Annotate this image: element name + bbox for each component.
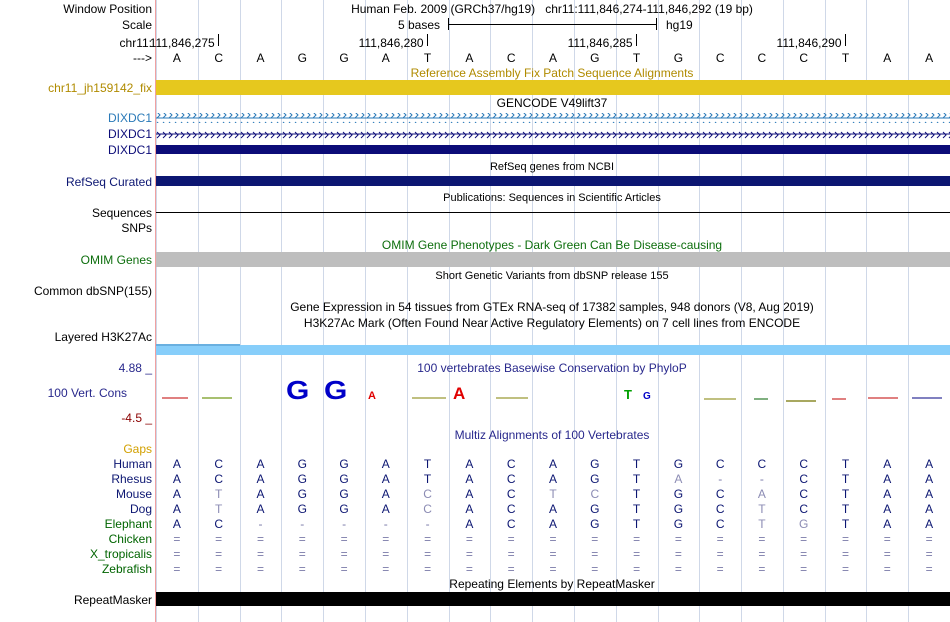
alignment-base: T <box>632 487 641 501</box>
alignment-base: A <box>883 487 892 501</box>
species-label[interactable]: Zebrafish <box>101 562 152 576</box>
alignment-base: = <box>256 532 265 546</box>
alignment-base: C <box>506 457 516 471</box>
alignment-base: - <box>759 472 764 486</box>
alignment-base: - <box>383 517 388 531</box>
gaps-label[interactable]: Gaps <box>123 442 152 456</box>
publications-label[interactable]: Sequences <box>91 206 152 220</box>
alignment-base: A <box>256 472 265 486</box>
alignment-base: = <box>674 547 682 561</box>
alignment-base: G <box>799 517 809 531</box>
fix-patch-bar[interactable] <box>156 80 950 95</box>
alignment-base: T <box>841 457 850 471</box>
scale-text: 5 bases <box>398 18 441 32</box>
assembly-name: Human Feb. 2009 (GRCh37/hg19) <box>351 2 536 16</box>
alignment-base: = <box>758 562 766 576</box>
alignment-base: = <box>424 532 432 546</box>
alignment-base: T <box>549 487 557 501</box>
reference-base: A <box>256 51 265 65</box>
alignment-base: G <box>339 472 349 486</box>
alignment-base: C <box>799 457 809 471</box>
alignment-base: A <box>256 457 265 471</box>
alignment-base: A <box>757 487 766 501</box>
alignment-base: C <box>715 487 725 501</box>
alignment-base: = <box>800 547 808 561</box>
alignment-base: C <box>715 502 725 516</box>
alignment-base: C <box>506 502 516 516</box>
alignment-base: A <box>883 457 892 471</box>
window-position-label: Window Position <box>63 2 152 16</box>
browser-image-panel[interactable] <box>149 0 950 622</box>
alignment-base: = <box>298 562 306 576</box>
position-range: chr11:111,846,274-111,846,292 (19 bp) <box>545 2 753 16</box>
alignment-base: G <box>297 472 307 486</box>
ruler-coordinate: 111,846,285 <box>567 36 633 50</box>
track-labels-panel <box>0 0 155 622</box>
db-text: hg19 <box>666 18 693 32</box>
refseq-exon-bar[interactable] <box>156 176 950 186</box>
alignment-base: T <box>632 502 641 516</box>
alignment-base: G <box>297 457 307 471</box>
species-label[interactable]: Dog <box>129 502 152 516</box>
alignment-base: C <box>799 502 809 516</box>
ruler-tick <box>427 34 428 46</box>
alignment-base: C <box>506 517 516 531</box>
alignment-base: = <box>716 532 724 546</box>
alignment-base: = <box>340 547 348 561</box>
alignment-base: = <box>173 532 181 546</box>
alignment-base: A <box>925 517 934 531</box>
alignment-base: C <box>506 472 516 486</box>
alignment-base: G <box>673 487 684 501</box>
alignment-base: A <box>548 502 558 516</box>
alignment-base: G <box>590 517 600 531</box>
reference-base: G <box>297 51 307 65</box>
alignment-base: = <box>256 562 265 576</box>
alignment-base: = <box>674 562 682 576</box>
gencode-title: GENCODE V49lift37 <box>496 96 608 110</box>
alignment-base: A <box>256 502 265 516</box>
alignment-base: = <box>173 547 181 561</box>
reference-base: G <box>673 51 684 65</box>
alignment-base: A <box>465 517 474 531</box>
alignment-base: C <box>423 502 432 516</box>
publications-title: Publications: Sequences in Scientific Articles <box>443 192 661 204</box>
alignment-base: C <box>506 487 516 501</box>
alignment-base: = <box>925 562 933 576</box>
scale-bar <box>448 24 656 25</box>
alignment-base: A <box>548 472 558 486</box>
phylop-logo-g3: G <box>643 391 651 402</box>
alignment-base: C <box>799 472 809 486</box>
alignment-base: A <box>883 472 892 486</box>
alignment-base: = <box>465 562 473 576</box>
alignment-base: G <box>673 457 684 471</box>
alignment-base: = <box>633 562 641 576</box>
phylop-max-label: 4.88 _ <box>118 361 152 375</box>
alignment-base: A <box>465 502 474 516</box>
alignment-base: T <box>632 457 641 471</box>
alignment-base: = <box>841 547 850 561</box>
gencode-label-1[interactable]: DIXDC1 <box>107 111 152 125</box>
multiz-title: Multiz Alignments of 100 Vertebrates <box>454 428 650 442</box>
alignment-base: = <box>340 532 348 546</box>
alignment-base: T <box>758 517 766 531</box>
alignment-base: = <box>507 532 515 546</box>
alignment-base: T <box>632 472 641 486</box>
species-label[interactable]: X_tropicalis <box>89 547 152 561</box>
alignment-base: G <box>339 487 349 501</box>
phylop-label[interactable]: 100 Vert. Cons <box>47 386 127 400</box>
alignment-base: T <box>632 517 641 531</box>
alignment-base: - <box>718 472 723 486</box>
alignment-base: C <box>214 517 224 531</box>
reference-base: C <box>715 51 725 65</box>
alignment-base: A <box>548 457 558 471</box>
alignment-base: = <box>382 532 390 546</box>
alignment-base: = <box>674 532 682 546</box>
alignment-base: A <box>381 502 390 516</box>
alignment-base: = <box>716 547 724 561</box>
h3k27ac-signal-peak <box>156 344 240 346</box>
reference-base: A <box>172 51 181 65</box>
alignment-base: A <box>381 457 390 471</box>
reference-base: T <box>423 51 432 65</box>
phylop-title: 100 vertebrates Basewise Conservation by PhyloP <box>417 361 687 375</box>
snps-label[interactable]: SNPs <box>121 221 152 235</box>
alignment-base: C <box>757 457 767 471</box>
alignment-base: = <box>382 547 390 561</box>
h3k27ac-title: H3K27Ac Mark (Often Found Near Active Regulatory Elements) on 7 cell lines from ENCODE <box>303 316 801 330</box>
alignment-base: = <box>549 547 557 561</box>
dbsnp-title: Short Genetic Variants from dbSNP release 155 <box>435 270 669 282</box>
alignment-base: = <box>465 547 473 561</box>
alignment-base: T <box>841 517 850 531</box>
alignment-base: G <box>590 502 600 516</box>
phylop-logo-a2: A <box>453 384 466 403</box>
species-label[interactable]: Human <box>113 457 152 471</box>
alignment-base: G <box>590 457 600 471</box>
repeatmasker-title: Repeating Elements by RepeatMasker <box>449 577 655 591</box>
alignment-base: A <box>548 517 558 531</box>
alignment-base: C <box>423 487 432 501</box>
alignment-base: = <box>215 547 223 561</box>
alignment-base: = <box>549 562 557 576</box>
alignment-base: = <box>758 547 766 561</box>
alignment-base: = <box>298 532 306 546</box>
alignment-base: = <box>507 562 515 576</box>
alignment-base: A <box>465 472 474 486</box>
ruler-coordinate: 111,846,290 <box>776 36 842 50</box>
alignment-base: = <box>841 562 850 576</box>
gencode-transcript-2[interactable] <box>156 129 950 139</box>
alignment-base: = <box>591 547 599 561</box>
species-label[interactable]: Rhesus <box>111 472 152 486</box>
omim-label[interactable]: OMIM Genes <box>80 253 152 267</box>
reference-base: A <box>465 51 474 65</box>
omim-title: OMIM Gene Phenotypes - Dark Green Can Be Disease-causing <box>381 238 723 252</box>
alignment-base: C <box>715 517 725 531</box>
alignment-base: = <box>800 562 808 576</box>
alignment-base: A <box>172 487 181 501</box>
alignment-base: = <box>507 547 515 561</box>
scale-bar-left-cap <box>448 18 449 30</box>
alignment-base: = <box>716 562 724 576</box>
alignment-base: T <box>215 502 223 516</box>
alignment-base: T <box>841 487 850 501</box>
alignment-base: = <box>883 547 891 561</box>
alignment-base: A <box>172 517 181 531</box>
alignment-base: A <box>883 502 892 516</box>
alignment-base: A <box>925 457 934 471</box>
alignment-base: T <box>758 502 766 516</box>
alignment-base: = <box>382 562 390 576</box>
ruler-tick <box>636 34 637 46</box>
reference-base: C <box>799 51 809 65</box>
alignment-base: = <box>591 562 599 576</box>
repeatmasker-bar[interactable] <box>156 592 950 606</box>
reference-base: A <box>883 51 892 65</box>
chrom-label: chr11: <box>119 36 152 50</box>
gencode-transcript-3-exon[interactable] <box>156 145 950 154</box>
alignment-base: = <box>424 547 432 561</box>
fix-patch-title: Reference Assembly Fix Patch Sequence Alignments <box>410 66 694 80</box>
alignment-base: = <box>925 547 933 561</box>
ruler-tick <box>845 34 846 46</box>
alignment-base: - <box>342 517 347 531</box>
alignment-base: = <box>424 562 432 576</box>
alignment-base: A <box>465 457 474 471</box>
alignment-base: = <box>633 532 641 546</box>
alignment-base: = <box>340 562 348 576</box>
reference-base: C <box>757 51 767 65</box>
species-label[interactable]: Elephant <box>104 517 152 531</box>
scale-label: Scale <box>121 18 152 32</box>
ruler-coordinate: 111,846,275 <box>149 36 215 50</box>
reference-base: A <box>925 51 934 65</box>
alignment-base: = <box>549 532 557 546</box>
alignment-base: = <box>173 562 181 576</box>
gencode-label-2[interactable]: DIXDC1 <box>107 127 152 141</box>
assembly-position-text <box>351 2 753 16</box>
strand-arrow-label: ---> <box>133 51 152 65</box>
reference-base: C <box>506 51 516 65</box>
alignment-base: G <box>673 517 684 531</box>
alignment-base: G <box>673 502 684 516</box>
alignment-base: C <box>214 457 224 471</box>
ruler-coordinate: 111,846,280 <box>358 36 424 50</box>
repeatmasker-label[interactable]: RepeatMasker <box>73 593 152 607</box>
alignment-base: A <box>381 487 390 501</box>
phylop-logo-g1: G <box>286 375 310 405</box>
gencode-label-3[interactable]: DIXDC1 <box>107 143 152 157</box>
refseq-label[interactable]: RefSeq Curated <box>65 175 152 189</box>
alignment-base: G <box>339 502 349 516</box>
h3k27ac-label[interactable]: Layered H3K27Ac <box>54 330 152 344</box>
phylop-logo-a1: A <box>368 390 376 402</box>
alignment-base: C <box>214 472 224 486</box>
reference-base: C <box>214 51 224 65</box>
reference-base: T <box>841 51 850 65</box>
alignment-base: A <box>256 487 265 501</box>
alignment-base: A <box>925 487 934 501</box>
h3k27ac-signal-bar[interactable] <box>156 345 950 355</box>
alignment-base: A <box>883 517 892 531</box>
phylop-logo-t: T <box>624 387 632 402</box>
alignment-base: C <box>799 487 809 501</box>
alignment-base: T <box>423 457 432 471</box>
alignment-base: G <box>590 472 600 486</box>
alignment-base: G <box>339 457 349 471</box>
alignment-base: T <box>215 487 223 501</box>
alignment-base: G <box>297 502 307 516</box>
refseq-title: RefSeq genes from NCBI <box>489 161 615 173</box>
alignment-base: = <box>758 532 766 546</box>
phylop-logo[interactable] <box>156 375 950 405</box>
alignment-base: C <box>590 487 600 501</box>
alignment-base: = <box>883 532 891 546</box>
dbsnp-label[interactable]: Common dbSNP(155) <box>33 284 152 298</box>
alignment-base: A <box>925 502 934 516</box>
publications-line[interactable] <box>156 212 950 213</box>
reference-base: G <box>339 51 349 65</box>
gencode-transcript-1[interactable] <box>156 113 950 123</box>
alignment-base: A <box>674 472 683 486</box>
alignment-base: G <box>297 487 307 501</box>
alignment-base: = <box>256 547 265 561</box>
gencode-transcripts[interactable] <box>156 110 950 154</box>
alignment-base: A <box>381 472 390 486</box>
phylop-min-label: -4.5 _ <box>121 411 152 425</box>
alignment-base: = <box>841 532 850 546</box>
alignment-base: A <box>172 502 181 516</box>
alignment-base: = <box>633 547 641 561</box>
alignment-base: T <box>841 472 850 486</box>
omim-bar[interactable] <box>156 252 950 267</box>
reference-base: A <box>548 51 558 65</box>
alignment-base: A <box>925 472 934 486</box>
fix-patch-label[interactable]: chr11_jh159142_fix <box>48 81 152 95</box>
alignment-base: = <box>800 532 808 546</box>
species-label[interactable]: Mouse <box>115 487 152 501</box>
alignment-base: T <box>841 502 850 516</box>
ruler-tick <box>218 34 219 46</box>
scale-bar-right-cap <box>656 18 657 30</box>
alignment-base: A <box>172 472 181 486</box>
alignment-base: = <box>215 562 223 576</box>
alignment-base: = <box>591 532 599 546</box>
alignment-base: = <box>925 532 933 546</box>
phylop-logo-g2: G <box>324 375 348 405</box>
alignment-base: - <box>258 517 263 531</box>
alignment-base: = <box>465 532 473 546</box>
alignment-base: = <box>298 547 306 561</box>
alignment-base: - <box>300 517 305 531</box>
alignment-base: C <box>715 457 725 471</box>
alignment-base: = <box>883 562 891 576</box>
reference-base: T <box>632 51 641 65</box>
alignment-base: A <box>465 487 474 501</box>
species-label[interactable]: Chicken <box>108 532 152 546</box>
alignment-base: - <box>425 517 430 531</box>
reference-base: A <box>381 51 390 65</box>
reference-base: G <box>590 51 600 65</box>
alignment-base: A <box>172 457 181 471</box>
alignment-base: = <box>215 532 223 546</box>
gtex-title: Gene Expression in 54 tissues from GTEx RNA-seq of 17382 samples, 948 donors (V8, Aug 2019) <box>290 300 814 314</box>
alignment-base: T <box>423 472 432 486</box>
